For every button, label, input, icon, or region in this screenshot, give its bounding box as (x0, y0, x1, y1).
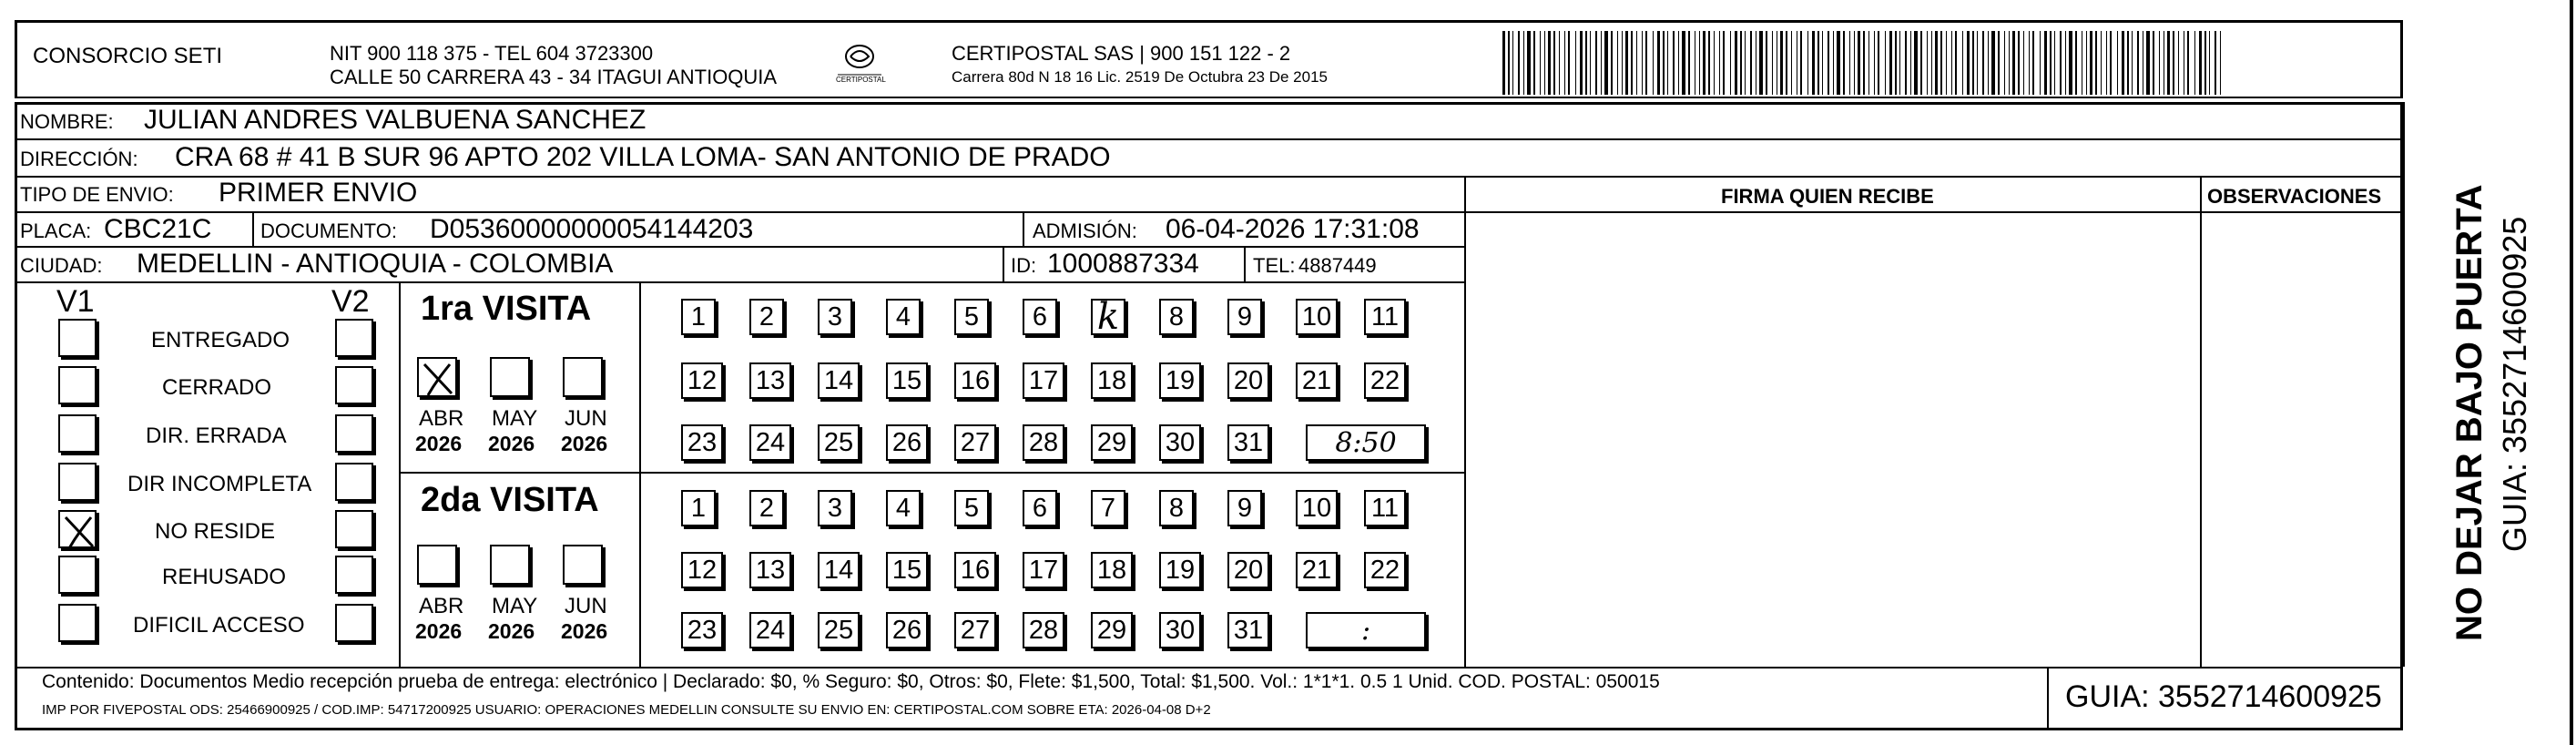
barcode-bar (1982, 31, 1984, 95)
second-day-box[interactable]: 25 (818, 612, 860, 648)
barcode-bar (2173, 31, 2174, 95)
second-day-box[interactable]: 24 (749, 612, 791, 648)
barcode-bar (1931, 31, 1932, 95)
first-day-box[interactable]: 23 (681, 424, 723, 461)
barcode-bar (1682, 31, 1685, 95)
first-month-label: MAY (492, 406, 538, 431)
admision-value: 06-04-2026 17:31:08 (1166, 214, 1420, 244)
second-month-label: ABR (419, 594, 464, 618)
v2-checkbox-rehusado[interactable] (335, 556, 373, 594)
second-day-box[interactable]: 16 (954, 552, 996, 588)
second-year-label: 2026 (561, 619, 608, 643)
tel-value: 4887449 (1298, 254, 1377, 277)
col-line (639, 281, 641, 667)
barcode-bar (1991, 31, 1995, 95)
first-day-box[interactable]: 17 (1023, 362, 1064, 399)
barcode-bar (2075, 31, 2077, 95)
barcode (1502, 31, 2231, 95)
first-month-label: ABR (419, 406, 464, 431)
barcode-bar (2146, 31, 2150, 95)
second-day-box[interactable]: 22 (1364, 552, 1406, 588)
barcode-bar (1688, 31, 1690, 95)
barcode-bar (1735, 31, 1737, 95)
barcode-bar (1518, 31, 1520, 95)
status-reason-label: DIFICIL ACCESO (133, 613, 305, 638)
v1-checkbox-cerrado[interactable] (58, 366, 97, 404)
barcode-bar (1678, 31, 1679, 95)
second-month-label: JUN (565, 594, 607, 618)
barcode-bar (1723, 31, 1725, 95)
second-day-box[interactable]: 26 (886, 612, 928, 648)
barcode-bar (1657, 31, 1660, 95)
first-day-box[interactable]: 11 (1364, 299, 1406, 335)
barcode-bar (1910, 31, 1911, 95)
barcode-bar (1878, 31, 1879, 95)
first-month-box-abr[interactable] (417, 357, 457, 397)
second-day-box[interactable]: 2 (749, 490, 784, 526)
status-reason-label: REHUSADO (162, 565, 287, 589)
barcode-bar (1645, 31, 1647, 95)
barcode-bar (1617, 31, 1618, 95)
col-line (2401, 102, 2405, 667)
v2-checkbox-cerrado[interactable] (335, 366, 373, 404)
side-warning: NO DEJAR BAJO PUERTA (2449, 184, 2489, 641)
barcode-bar (1889, 31, 1892, 95)
scan-edge (2570, 0, 2573, 745)
first-day-box[interactable]: 24 (749, 424, 791, 461)
v1-checkbox-rehusado[interactable] (58, 556, 97, 594)
barcode-bar (1714, 31, 1715, 95)
documento-label: DOCUMENTO: (260, 219, 397, 242)
firma-header: FIRMA QUIEN RECIBE (1721, 185, 1934, 208)
second-day-box[interactable]: 21 (1296, 552, 1338, 588)
barcode-bar (2090, 31, 2092, 95)
second-year-label: 2026 (488, 619, 535, 643)
barcode-bar (1766, 31, 1767, 95)
row-line (15, 667, 2403, 668)
barcode-bar (2127, 31, 2129, 95)
status-reason-label: ENTREGADO (151, 328, 290, 352)
barcode-bar (1786, 31, 1787, 95)
visit-divider (399, 472, 1464, 474)
barcode-bar (1946, 31, 1947, 95)
col-line (1464, 176, 1466, 667)
col-line (2200, 176, 2202, 667)
barcode-bar (1828, 31, 1829, 95)
first-day-box[interactable]: 5 (954, 299, 989, 335)
certipostal-line: CERTIPOSTAL SAS | 900 151 122 - 2 (952, 42, 1291, 65)
second-day-box[interactable]: 20 (1227, 552, 1269, 588)
barcode-bar (1849, 31, 1850, 95)
barcode-bar (1791, 31, 1792, 95)
barcode-bar (1745, 31, 1746, 95)
status-reason-label: NO RESIDE (155, 519, 276, 544)
second-day-box[interactable]: 30 (1159, 612, 1201, 648)
barcode-bar (1585, 31, 1587, 95)
barcode-bar (1843, 31, 1845, 95)
col-line (1003, 246, 1004, 281)
contenido-line: Contenido: Documentos Medio recepción prueba de entrega: electrónico | Declarado: $0, % Seguro: $0, Otros: $0, Flete: $1,500, Total: $1,500. Vol.: 1*1*1. 0.5 1 Unid. COD. POSTAL: 050015 (42, 671, 1660, 692)
tel-label: TEL: (1253, 254, 1296, 277)
barcode-bar (2199, 31, 2202, 95)
barcode-bar (1730, 31, 1731, 95)
barcode-bar (1548, 31, 1551, 95)
second-day-box[interactable]: 28 (1023, 612, 1064, 648)
barcode-bar (2040, 31, 2041, 95)
barcode-bar (1663, 31, 1665, 95)
barcode-bar (2132, 31, 2133, 95)
barcode-bar (1899, 31, 1900, 95)
barcode-bar (2029, 31, 2030, 95)
barcode-bar (1642, 31, 1643, 95)
barcode-bar (1920, 31, 1922, 95)
id-value: 1000887334 (1047, 249, 1199, 279)
barcode-bar (1673, 31, 1675, 95)
first-day-box[interactable]: 16 (954, 362, 996, 399)
first-day-box[interactable]: k (1091, 299, 1125, 335)
v2-label: V2 (331, 284, 370, 319)
barcode-bar (1740, 31, 1742, 95)
barcode-bar (1564, 31, 1565, 95)
barcode-bar (1703, 31, 1705, 95)
v2-checkbox-dificil-acceso[interactable] (335, 604, 373, 642)
second-day-box[interactable]: 8 (1159, 490, 1194, 526)
barcode-bar (1822, 31, 1823, 95)
barcode-bar (1858, 31, 1860, 95)
second-day-box[interactable]: 27 (954, 612, 996, 648)
barcode-bar (1962, 31, 1963, 95)
imp-line: IMP POR FIVEPOSTAL ODS: 25466900925 / COD.IMP: 54717200925 USUARIO: OPERACIONES MEDELLIN CONSULTE SU ENVIO EN: CERTIPOSTAL.COM SOBRE ETA: 2026-04-08 D+2 (42, 702, 1211, 718)
v2-checkbox-entregado[interactable] (335, 319, 373, 357)
second-day-box[interactable]: 5 (954, 490, 989, 526)
barcode-bar (1604, 31, 1608, 95)
barcode-bar (2069, 31, 2072, 95)
barcode-bar (1559, 31, 1560, 95)
second-day-box[interactable]: 10 (1296, 490, 1338, 526)
barcode-bar (1568, 31, 1570, 95)
barcode-bar (2137, 31, 2139, 95)
barcode-bar (1544, 31, 1545, 95)
second-day-box[interactable]: 18 (1091, 552, 1133, 588)
first-day-box[interactable]: 8 (1159, 299, 1194, 335)
first-day-box[interactable]: 30 (1159, 424, 1201, 461)
first-day-box[interactable]: 18 (1091, 362, 1133, 399)
first-month-box-jun[interactable] (563, 357, 603, 397)
first-day-box[interactable]: 27 (954, 424, 996, 461)
barcode-bar (1935, 31, 1938, 95)
first-day-box[interactable]: 25 (818, 424, 860, 461)
company-name: CONSORCIO SETI (33, 44, 223, 68)
barcode-bar (2178, 31, 2179, 95)
first-day-box[interactable]: 29 (1091, 424, 1133, 461)
first-day-box[interactable]: 9 (1227, 299, 1262, 335)
second-day-box[interactable]: 11 (1364, 490, 1406, 526)
row-line (15, 138, 2403, 140)
barcode-bar (1708, 31, 1710, 95)
first-day-box[interactable]: 3 (818, 299, 852, 335)
first-day-box[interactable]: 14 (818, 362, 860, 399)
barcode-bar (1527, 31, 1531, 95)
barcode-bar (1595, 31, 1597, 95)
barcode-bar (1854, 31, 1855, 95)
second-day-box[interactable]: 9 (1227, 490, 1262, 526)
barcode-bar (1502, 31, 1505, 95)
barcode-bar (2167, 31, 2170, 95)
barcode-bar (1759, 31, 1763, 95)
col-line (399, 281, 401, 667)
side-guia: GUIA: 3552714600925 (2496, 216, 2533, 552)
col-line (1023, 211, 1024, 247)
barcode-bar (2044, 31, 2047, 95)
placa-label: PLACA: (20, 219, 92, 242)
barcode-bar (1622, 31, 1623, 95)
second-day-box[interactable]: 12 (681, 552, 723, 588)
barcode-bar (2194, 31, 2195, 95)
barcode-bar (1833, 31, 1834, 95)
second-day-box[interactable]: 3 (818, 490, 852, 526)
status-reason-label: CERRADO (162, 375, 272, 400)
barcode-bar (2153, 31, 2154, 95)
first-day-box[interactable]: 4 (886, 299, 921, 335)
nombre-label: NOMBRE: (20, 110, 114, 133)
barcode-bar (1636, 31, 1637, 95)
first-day-box[interactable]: 1 (681, 299, 716, 335)
barcode-bar (1772, 31, 1773, 95)
second-day-box[interactable]: 15 (886, 552, 928, 588)
second-day-box[interactable]: 1 (681, 490, 716, 526)
first-day-box[interactable]: 2 (749, 299, 784, 335)
barcode-bar (1998, 31, 2000, 95)
col-line (2047, 667, 2049, 730)
barcode-bar (2187, 31, 2189, 95)
nit-line: NIT 900 118 375 - TEL 604 3723300 (330, 42, 654, 65)
second-month-box-jun[interactable] (563, 545, 603, 585)
barcode-bar (2004, 31, 2005, 95)
status-reason-label: DIR. ERRADA (146, 424, 287, 448)
barcode-bar (1837, 31, 1840, 95)
first-visit-title: 1ra VISITA (421, 290, 592, 328)
barcode-bar (1807, 31, 1808, 95)
barcode-bar (1905, 31, 1907, 95)
second-time-box[interactable]: : (1306, 612, 1426, 648)
barcode-bar (2122, 31, 2124, 95)
barcode-bar (1951, 31, 1952, 95)
barcode-bar (1631, 31, 1633, 95)
first-day-box[interactable]: 22 (1364, 362, 1406, 399)
barcode-bar (2215, 31, 2216, 95)
barcode-bar (2110, 31, 2112, 95)
barcode-bar (1940, 31, 1942, 95)
first-day-box[interactable]: 20 (1227, 362, 1269, 399)
v1-checkbox-dir-incompleta[interactable] (58, 463, 97, 501)
tipo-value: PRIMER ENVIO (219, 178, 418, 208)
barcode-bar (2204, 31, 2206, 95)
barcode-bar (1885, 31, 1886, 95)
first-day-box[interactable]: 31 (1227, 424, 1269, 461)
col-line (252, 211, 254, 247)
barcode-bar (2095, 31, 2097, 95)
ciudad-value: MEDELLIN - ANTIOQUIA - COLOMBIA (137, 249, 614, 279)
second-day-box[interactable]: 4 (886, 490, 921, 526)
barcode-bar (1972, 31, 1974, 95)
first-day-box[interactable]: 15 (886, 362, 928, 399)
first-time-box[interactable]: 8:50 (1306, 424, 1426, 461)
barcode-bar (1625, 31, 1628, 95)
barcode-bar (1580, 31, 1583, 95)
barcode-bar (2050, 31, 2052, 95)
v1-label: V1 (56, 284, 95, 319)
barcode-bar (1967, 31, 1970, 95)
second-visit-title: 2da VISITA (421, 481, 599, 519)
v2-checkbox-no-reside[interactable] (335, 510, 373, 548)
first-day-box[interactable]: 28 (1023, 424, 1064, 461)
second-day-box[interactable]: 6 (1023, 490, 1057, 526)
barcode-bar (1750, 31, 1752, 95)
second-day-box[interactable]: 17 (1023, 552, 1064, 588)
first-day-box[interactable]: 13 (749, 362, 791, 399)
second-month-box-may[interactable] (490, 545, 530, 585)
second-month-box-abr[interactable] (417, 545, 457, 585)
barcode-bar (2060, 31, 2062, 95)
barcode-bar (1611, 31, 1613, 95)
barcode-bar (2106, 31, 2107, 95)
barcode-bar (2054, 31, 2055, 95)
id-label: ID: (1011, 254, 1037, 277)
barcode-bar (1927, 31, 1928, 95)
second-month-label: MAY (492, 594, 538, 618)
barcode-bar (1800, 31, 1802, 95)
barcode-bar (2220, 31, 2221, 95)
address-line: CALLE 50 CARRERA 43 - 34 ITAGUI ANTIOQUIA (330, 66, 778, 88)
license-line: Carrera 80d N 18 16 Lic. 2519 De Octubra 23 De 2015 (952, 68, 1328, 86)
first-day-box[interactable]: 12 (681, 362, 723, 399)
direccion-label: DIRECCIÓN: (20, 148, 138, 170)
second-year-label: 2026 (415, 619, 463, 643)
barcode-bar (1863, 31, 1865, 95)
barcode-bar (1988, 31, 1989, 95)
first-year-label: 2026 (561, 432, 608, 455)
admision-label: ADMISIÓN: (1033, 219, 1137, 242)
first-day-box[interactable]: 10 (1296, 299, 1338, 335)
barcode-bar (1955, 31, 1957, 95)
barcode-bar (1523, 31, 1524, 95)
barcode-bar (1553, 31, 1555, 95)
first-year-label: 2026 (415, 432, 463, 455)
barcode-bar (1540, 31, 1541, 95)
barcode-bar (1914, 31, 1918, 95)
barcode-bar (2117, 31, 2118, 95)
first-month-label: JUN (565, 406, 607, 431)
barcode-bar (1780, 31, 1783, 95)
ciudad-label: CIUDAD: (20, 254, 103, 277)
v1-checkbox-entregado[interactable] (58, 319, 97, 357)
row-line (15, 281, 1466, 283)
second-day-box[interactable]: 13 (749, 552, 791, 588)
barcode-bar (1512, 31, 1513, 95)
barcode-bar (2101, 31, 2102, 95)
barcode-bar (2009, 31, 2010, 95)
first-day-box[interactable]: 21 (1296, 362, 1338, 399)
barcode-bar (1508, 31, 1510, 95)
second-day-box[interactable]: 14 (818, 552, 860, 588)
barcode-bar (1868, 31, 1869, 95)
barcode-bar (1719, 31, 1720, 95)
second-day-box[interactable]: 23 (681, 612, 723, 648)
barcode-bar (1575, 31, 1576, 95)
barcode-bar (1699, 31, 1700, 95)
observaciones-header: OBSERVACIONES (2207, 185, 2382, 208)
barcode-bar (1601, 31, 1602, 95)
barcode-bar (1977, 31, 1978, 95)
second-day-box[interactable]: 31 (1227, 612, 1269, 648)
second-day-box[interactable]: 29 (1091, 612, 1133, 648)
barcode-bar (2086, 31, 2087, 95)
barcode-bar (1874, 31, 1875, 95)
footer-guia: GUIA: 3552714600925 (2065, 679, 2382, 714)
barcode-bar (1653, 31, 1654, 95)
v2-checkbox-dir-errada[interactable] (335, 414, 373, 453)
barcode-bar (1667, 31, 1668, 95)
barcode-bar (2209, 31, 2210, 95)
barcode-bar (2065, 31, 2066, 95)
first-month-box-may[interactable] (490, 357, 530, 397)
first-day-box[interactable]: 19 (1159, 362, 1201, 399)
first-day-box[interactable]: 26 (886, 424, 928, 461)
tipo-label: TIPO DE ENVIO: (20, 183, 174, 206)
col-line (1244, 246, 1246, 281)
barcode-bar (2012, 31, 2015, 95)
barcode-bar (1812, 31, 1815, 95)
second-day-box[interactable]: 7 (1091, 490, 1125, 526)
barcode-bar (1895, 31, 1897, 95)
direccion-value: CRA 68 # 41 B SUR 96 APTO 202 VILLA LOMA- SAN ANTONIO DE PRADO (175, 142, 1111, 172)
row-line (15, 211, 2403, 213)
nombre-value: JULIAN ANDRES VALBUENA SANCHEZ (144, 105, 647, 135)
first-year-label: 2026 (488, 432, 535, 455)
placa-value: CBC21C (104, 214, 212, 244)
status-reason-label: DIR INCOMPLETA (127, 472, 312, 496)
barcode-bar (1533, 31, 1535, 95)
first-day-box[interactable]: 6 (1023, 299, 1057, 335)
v1-checkbox-no-reside[interactable] (58, 510, 97, 548)
documento-value: D05360000000054144203 (430, 214, 754, 244)
logo-text: CERTIPOSTAL (836, 76, 886, 84)
barcode-bar (1817, 31, 1819, 95)
barcode-bar (2018, 31, 2020, 95)
second-day-box[interactable]: 19 (1159, 552, 1201, 588)
v2-checkbox-dir-incompleta[interactable] (335, 463, 373, 501)
barcode-bar (2159, 31, 2160, 95)
row-line (15, 246, 1466, 248)
v1-checkbox-dificil-acceso[interactable] (58, 604, 97, 642)
v1-checkbox-dir-errada[interactable] (58, 414, 97, 453)
barcode-bar (2023, 31, 2024, 95)
barcode-bar (1590, 31, 1591, 95)
barcode-bar (2032, 31, 2034, 95)
